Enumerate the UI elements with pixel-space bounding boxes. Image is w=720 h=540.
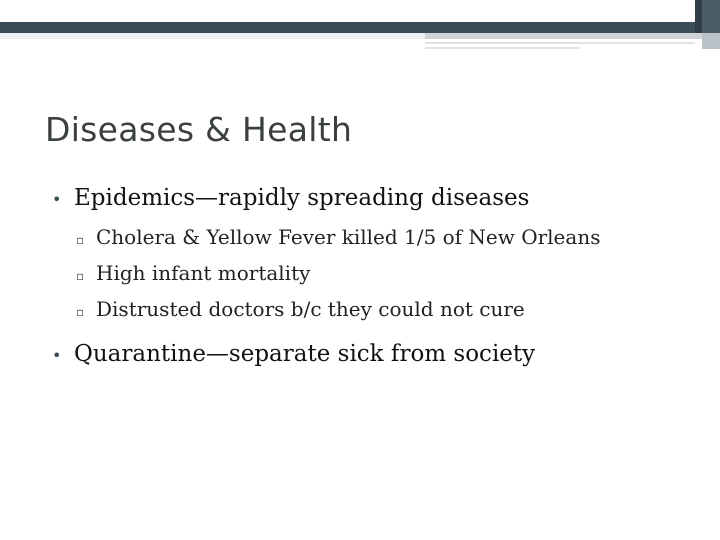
bullet-item	[52, 181, 712, 217]
sub-bullet-marker: ▫	[76, 233, 85, 247]
sub-bullet-marker: ▫	[76, 269, 85, 283]
sub-bullet-item	[76, 221, 712, 257]
sub-bullet-marker: ▫	[76, 305, 85, 319]
header-corner-block-inner	[702, 0, 720, 33]
bullet-marker: •	[52, 190, 62, 209]
bullet-item	[52, 337, 712, 373]
sub-bullet-text: Distrusted doctors b/c they could not cure	[96, 297, 525, 321]
bullet-text: Quarantine—separate sick from society	[74, 341, 536, 367]
header-gray-band	[425, 33, 720, 39]
header-decor-line-short	[425, 47, 580, 49]
slide-title: Diseases & Health	[45, 110, 353, 149]
header-dark-band	[0, 22, 720, 33]
header-decor-line	[425, 42, 695, 44]
sub-bullet-text: Cholera & Yellow Fever killed 1/5 of New Orleans	[96, 225, 601, 249]
bullet-text: Epidemics—rapidly spreading diseases	[74, 185, 530, 211]
sub-bullet-list	[52, 221, 712, 329]
sub-bullet-item	[76, 293, 712, 329]
header-accent-block	[702, 33, 720, 49]
sub-bullet-item	[76, 257, 712, 293]
sub-bullet-text: High infant mortality	[96, 261, 311, 285]
bullet-marker: •	[52, 346, 62, 365]
slide-content	[52, 181, 712, 373]
